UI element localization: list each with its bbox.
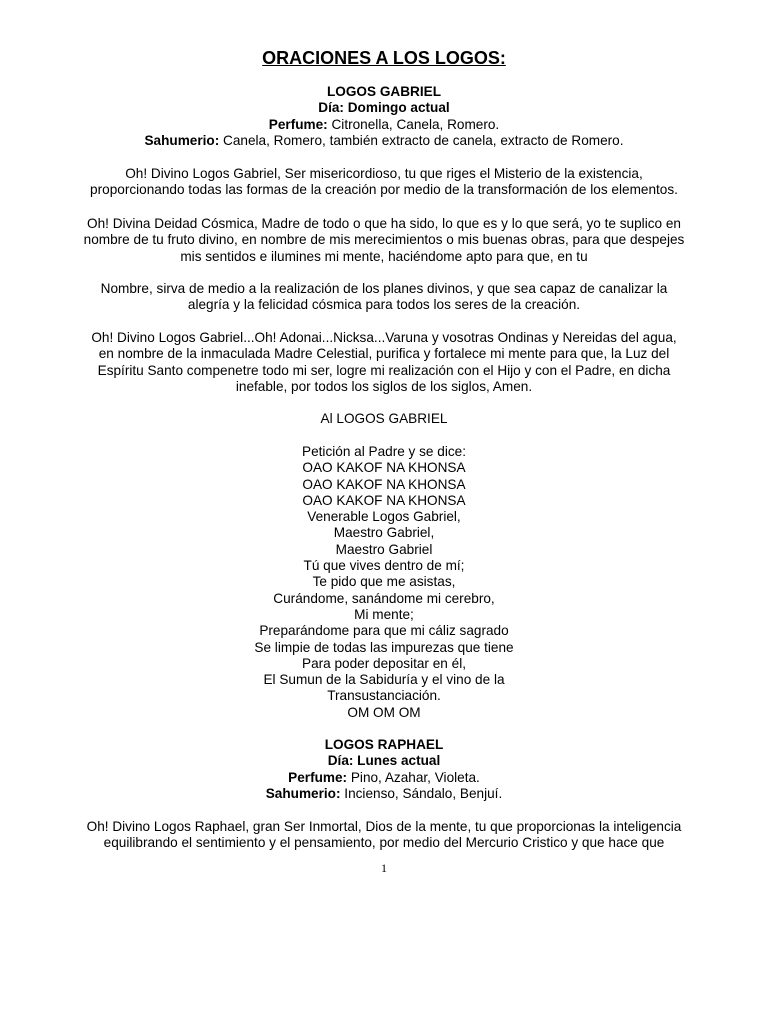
prayer-line: Maestro Gabriel, bbox=[333, 525, 435, 541]
raphael-day: Día: Lunes actual bbox=[327, 753, 441, 769]
prayer-line: Maestro Gabriel bbox=[335, 541, 433, 557]
raphael-paragraph-1 bbox=[36, 819, 732, 852]
gabriel-paragraph-4 bbox=[36, 330, 732, 395]
raphael-perfume bbox=[36, 770, 732, 786]
gabriel-heading: LOGOS GABRIEL bbox=[326, 84, 442, 99]
peticion-prayer bbox=[36, 444, 732, 721]
prayer-line: Transustanciación. bbox=[327, 688, 441, 704]
gabriel-perfume-label: Perfume: bbox=[268, 116, 328, 132]
prayer-line: Curándome, sanándome mi cerebro, bbox=[273, 590, 495, 606]
gabriel-sahumerio bbox=[36, 133, 732, 149]
page-title: ORACIONES A LOS LOGOS: bbox=[262, 48, 506, 68]
gabriel-sahumerio-label: Sahumerio: bbox=[144, 132, 220, 148]
raphael-sahumerio-value: Incienso, Sándalo, Benjuí. bbox=[340, 785, 503, 801]
prayer-line: Preparándome para que mi cáliz sagrado bbox=[259, 623, 509, 639]
prayer-line: OAO KAKOF NA KHONSA bbox=[302, 492, 466, 508]
prayer-line: OAO KAKOF NA KHONSA bbox=[302, 476, 466, 492]
prayer-line: Venerable Logos Gabriel, bbox=[307, 509, 461, 525]
text-line: en nombre de la inmaculada Madre Celestial, purifica y fortalece mi mente para que, la Luz del bbox=[98, 346, 670, 362]
prayer-line: Se limpie de todas las impurezas que tiene bbox=[254, 639, 514, 655]
text-line: Oh! Divino Logos Gabriel...Oh! Adonai...Nicksa...Varuna y vosotras Ondinas y Nereidas del agua, bbox=[91, 330, 677, 345]
text-line: inefable, por todos los siglos de los siglos, Amen. bbox=[235, 378, 533, 394]
prayer-line: OM OM OM bbox=[347, 704, 421, 720]
prayer-line: Te pido que me asistas, bbox=[312, 574, 456, 590]
text-line: Al LOGOS GABRIEL bbox=[320, 411, 448, 426]
gabriel-header bbox=[36, 84, 732, 149]
text-line: mis sentidos e ilumines mi mente, haciéndome apto para que, en tu bbox=[180, 248, 588, 264]
text-line: alegría y la felicidad cósmica para todos los seres de la creación. bbox=[187, 297, 581, 313]
gabriel-paragraph-1 bbox=[36, 166, 732, 199]
gabriel-perfume-value: Citronella, Canela, Romero. bbox=[327, 116, 500, 132]
prayer-line: El Sumun de la Sabiduría y el vino de la bbox=[263, 672, 505, 688]
text-line: nombre de tu fruto divino, en nombre de mis merecimientos o mis buenas obras, para que despejes bbox=[83, 232, 685, 248]
raphael-perfume-value: Pino, Azahar, Violeta. bbox=[347, 769, 480, 785]
raphael-sahumerio-label: Sahumerio: bbox=[265, 785, 341, 801]
prayer-line: Tú que vives dentro de mí; bbox=[303, 558, 465, 574]
page-number: 1 bbox=[381, 861, 387, 875]
text-line: Oh! Divino Logos Raphael, gran Ser Inmortal, Dios de la mente, tu que proporcionas la inteligencia bbox=[86, 819, 682, 834]
gabriel-paragraph-3 bbox=[36, 281, 732, 314]
gabriel-paragraph-2 bbox=[36, 216, 732, 265]
prayer-line: Petición al Padre y se dice: bbox=[302, 444, 466, 459]
raphael-sahumerio bbox=[36, 786, 732, 802]
prayer-line: OAO KAKOF NA KHONSA bbox=[302, 460, 466, 476]
text-line: equilibrando el sentimiento y el pensamiento, por medio del Mercurio Cristico y que hace que bbox=[103, 835, 665, 851]
gabriel-sahumerio-value: Canela, Romero, también extracto de canela, extracto de Romero. bbox=[219, 132, 624, 148]
raphael-header bbox=[36, 737, 732, 802]
raphael-perfume-label: Perfume: bbox=[288, 769, 348, 785]
text-line: Oh! Divina Deidad Cósmica, Madre de todo o que ha sido, lo que es y lo que será, yo te suplico en bbox=[87, 216, 681, 231]
text-line: proporcionando todas las formas de la creación por medio de la transformación de los elementos. bbox=[90, 182, 678, 198]
prayer-line: Para poder depositar en él, bbox=[302, 655, 466, 671]
gabriel-day: Día: Domingo actual bbox=[318, 100, 450, 116]
prayer-line: Mi mente; bbox=[354, 606, 414, 622]
text-line: Nombre, sirva de medio a la realización de los planes divinos, y que sea capaz de canalizar la bbox=[100, 281, 668, 296]
gabriel-perfume bbox=[36, 117, 732, 133]
text-line: Espíritu Santo compenetre todo mi ser, logre mi realización con el Hijo y con el Padre, en dicha bbox=[97, 362, 671, 378]
al-logos-gabriel-heading bbox=[36, 411, 732, 427]
raphael-heading: LOGOS RAPHAEL bbox=[324, 737, 444, 752]
text-line: Oh! Divino Logos Gabriel, Ser misericordioso, tu que riges el Misterio de la existencia, bbox=[125, 166, 643, 181]
